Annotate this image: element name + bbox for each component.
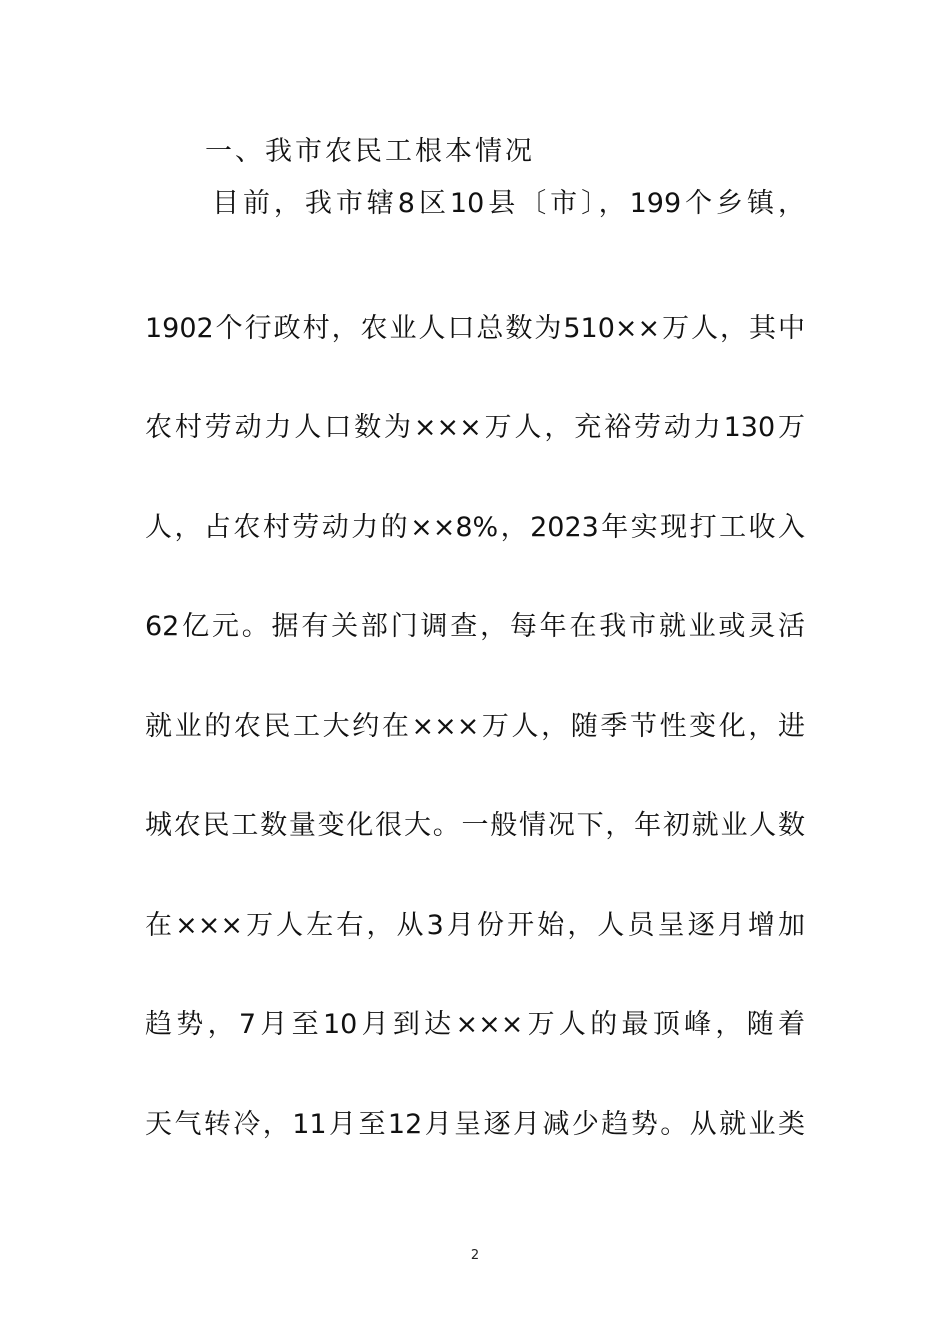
page-number: 2 bbox=[470, 1248, 480, 1263]
paragraph-line: 目前，我市辖8区10县〔市〕，199个乡镇， bbox=[212, 188, 805, 219]
paragraph-line: 62亿元。据有关部门调查，每年在我市就业或灵活 bbox=[145, 611, 805, 642]
paragraph-line: 在×××万人左右，从3月份开始，人员呈逐月增加 bbox=[145, 910, 805, 941]
paragraph-line: 就业的农民工大约在×××万人，随季节性变化，进 bbox=[145, 711, 805, 742]
paragraph-line: 趋势，7月至10月到达×××万人的最顶峰，随着 bbox=[145, 1009, 805, 1040]
paragraph-line: 城农民工数量变化很大。一般情况下，年初就业人数 bbox=[145, 810, 805, 841]
paragraph-line: 农村劳动力人口数为×××万人，充裕劳动力130万 bbox=[145, 412, 805, 443]
paragraph-line: 天气转冷，11月至12月呈逐月减少趋势。从就业类 bbox=[145, 1109, 805, 1140]
paragraph-line: 人，占农村劳动力的××8%，2023年实现打工收入 bbox=[145, 512, 805, 543]
paragraph-line: 1902个行政村，农业人口总数为510××万人，其中 bbox=[145, 313, 805, 344]
section-heading: 一、我市农民工根本情况 bbox=[205, 136, 535, 167]
